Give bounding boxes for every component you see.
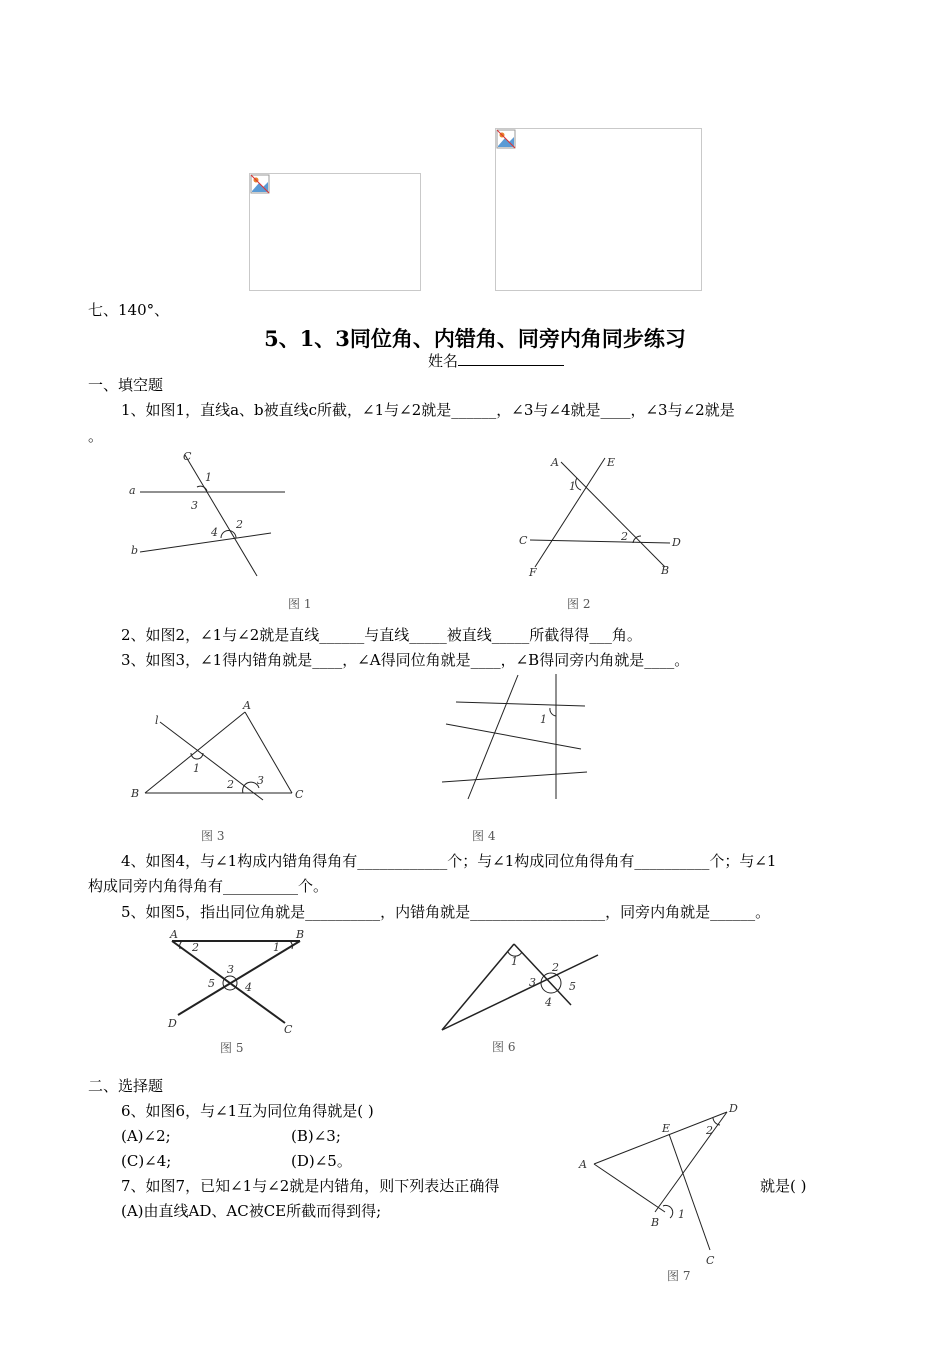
fig7-label: C bbox=[706, 1254, 715, 1267]
figure-6 bbox=[438, 938, 608, 1058]
fig2-label: E bbox=[607, 456, 616, 469]
fig3-label: l bbox=[155, 714, 159, 727]
figure-2 bbox=[515, 452, 695, 617]
fig6-label: 4 bbox=[545, 996, 552, 1009]
fig1-label: 1 bbox=[205, 471, 212, 484]
fig7-label: D bbox=[729, 1102, 738, 1115]
fig2-label: F bbox=[529, 566, 537, 579]
fig3-label: C bbox=[295, 788, 304, 801]
fig5-label: A bbox=[170, 928, 178, 941]
fig5-label: 5 bbox=[208, 977, 215, 990]
section-choice: 二、选择题 bbox=[88, 1077, 164, 1095]
fig2-caption: 图 2 bbox=[567, 597, 591, 611]
fig6-label: 1 bbox=[511, 955, 518, 968]
section-fill-blank: 一、填空题 bbox=[88, 376, 164, 394]
fig1-label: C bbox=[183, 450, 192, 463]
q6-option-c: (C)∠4; bbox=[121, 1152, 172, 1170]
broken-image-icon bbox=[496, 129, 516, 149]
fig2-label: C bbox=[519, 534, 528, 547]
top-answer: 七、140°、 bbox=[88, 301, 170, 319]
broken-image-1 bbox=[249, 173, 421, 291]
fig2-label: 2 bbox=[621, 530, 628, 543]
fig5-label: 1 bbox=[273, 941, 280, 954]
fig1-label: a bbox=[129, 484, 136, 497]
broken-image-2 bbox=[495, 128, 702, 291]
q6-option-a: (A)∠2; bbox=[121, 1127, 171, 1145]
broken-image-icon bbox=[250, 174, 270, 194]
fig5-label: B bbox=[296, 928, 305, 941]
fig3-label: 3 bbox=[257, 774, 264, 787]
fig5-label: 4 bbox=[245, 981, 252, 994]
fig3-label: 2 bbox=[227, 778, 234, 791]
fig7-label: 2 bbox=[706, 1124, 713, 1137]
fig6-label: 5 bbox=[569, 980, 576, 993]
fig6-label: 2 bbox=[552, 961, 559, 974]
fig7-label: A bbox=[579, 1158, 587, 1171]
name-field bbox=[428, 351, 564, 371]
question-7: 7、如图7，已知∠1与∠2就是内错角，则下列表达正确得 bbox=[121, 1177, 500, 1195]
fig5-caption: 图 5 bbox=[220, 1041, 244, 1055]
name-label: 姓名 bbox=[428, 352, 459, 370]
fig5-label: C bbox=[284, 1023, 293, 1036]
fig3-label: B bbox=[131, 787, 140, 800]
fig1-label: 4 bbox=[211, 526, 218, 539]
fig7-label: B bbox=[651, 1216, 660, 1229]
question-4-cont: 构成同旁内角得角有__________个。 bbox=[88, 877, 329, 895]
fig2-label: 1 bbox=[569, 480, 576, 493]
fig3-caption: 图 3 bbox=[201, 829, 225, 843]
page-title: 5、1、3同位角、内错角、同旁内角同步练习 bbox=[264, 326, 686, 351]
fig2-label: A bbox=[551, 456, 559, 469]
figure-4 bbox=[438, 672, 598, 847]
figure-3 bbox=[125, 698, 310, 846]
fig6-caption: 图 6 bbox=[492, 1040, 516, 1054]
fig7-label: E bbox=[662, 1122, 671, 1135]
question-5: 5、如图5，指出同位角就是__________，内错角就是__________________，同旁内角就是______。 bbox=[121, 903, 771, 921]
fig4-caption: 图 4 bbox=[472, 829, 496, 843]
fig1-label: 2 bbox=[236, 518, 243, 531]
q6-option-b: (B)∠3; bbox=[291, 1127, 341, 1145]
q7-option-a: (A)由直线AD、AC被CE所截而得到得; bbox=[121, 1202, 382, 1220]
fig7-label: 1 bbox=[678, 1208, 685, 1221]
question-6: 6、如图6，与∠1互为同位角得就是( ) bbox=[121, 1102, 374, 1120]
fig6-label: 3 bbox=[529, 976, 536, 989]
fig3-label: 1 bbox=[193, 762, 200, 775]
fig5-label: D bbox=[168, 1017, 177, 1030]
question-1: 1、如图1，直线a、b被直线c所截，∠1与∠2就是______，∠3与∠4就是____，∠3与∠2就是 bbox=[121, 401, 735, 419]
q6-option-d: (D)∠5。 bbox=[291, 1152, 352, 1170]
figure-7 bbox=[575, 1100, 745, 1285]
fig1-caption: 图 1 bbox=[288, 597, 312, 611]
question-1-cont: 。 bbox=[88, 427, 104, 445]
fig4-label: 1 bbox=[540, 713, 547, 726]
figure-1 bbox=[125, 450, 312, 617]
fig5-label: 3 bbox=[227, 963, 234, 976]
fig5-label: 2 bbox=[192, 941, 199, 954]
figure-5 bbox=[160, 927, 310, 1059]
question-2: 2、如图2，∠1与∠2就是直线______与直线_____被直线_____所截得得___角。 bbox=[121, 626, 642, 644]
fig3-label: A bbox=[243, 699, 251, 712]
question-3: 3、如图3，∠1得内错角就是____，∠A得同位角就是____，∠B得同旁内角就是____。 bbox=[121, 651, 690, 669]
question-7-end: 就是( ) bbox=[760, 1177, 807, 1195]
fig7-caption: 图 7 bbox=[667, 1269, 691, 1283]
question-4: 4、如图4，与∠1构成内错角得角有____________个；与∠1构成同位角得角有__________个；与∠1 bbox=[121, 852, 777, 870]
fig2-label: B bbox=[661, 564, 670, 577]
name-blank bbox=[458, 351, 564, 366]
fig2-label: D bbox=[672, 536, 681, 549]
fig1-label: 3 bbox=[191, 499, 198, 512]
fig1-label: b bbox=[131, 544, 139, 557]
